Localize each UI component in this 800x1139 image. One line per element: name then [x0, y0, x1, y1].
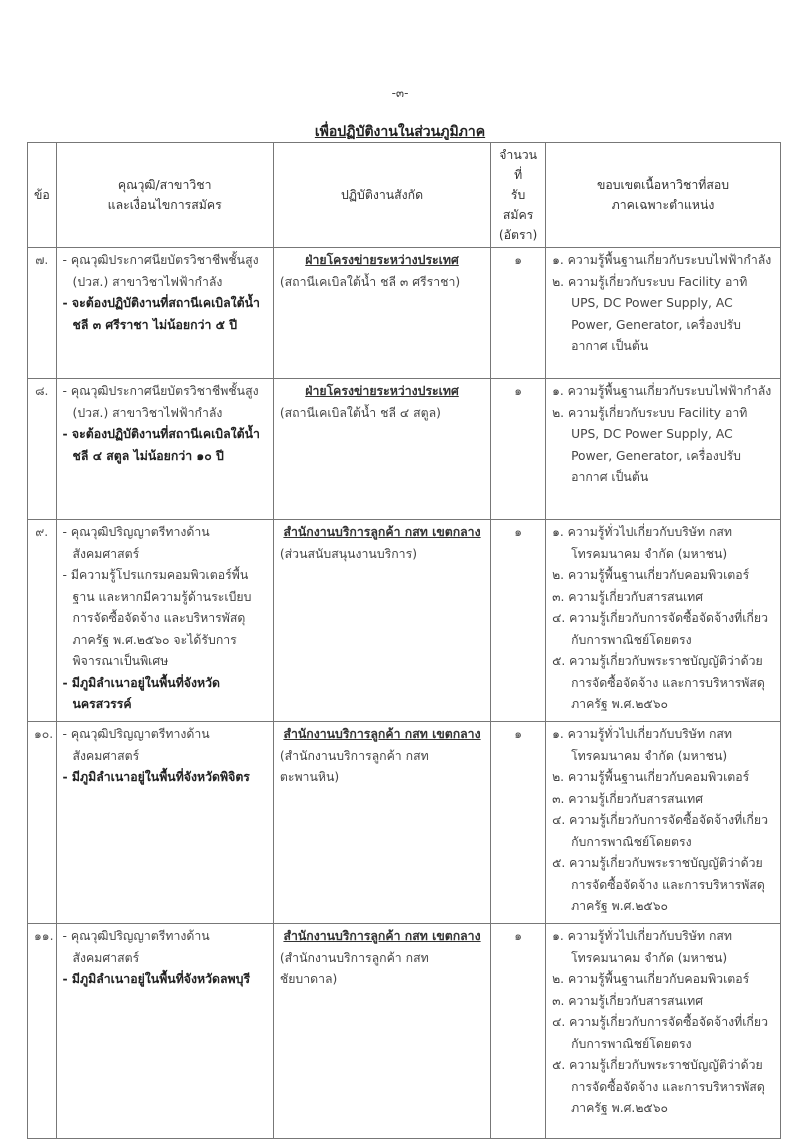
- exam-scope-item: ๑. ความรู้ทั่วไปเกี่ยวกับบริษัท กสท โทรคมนาคม จำกัด (มหาชน): [552, 727, 733, 763]
- unit-subunit: (ส่วนสนับสนุนงานบริการ): [279, 546, 417, 561]
- table-header-row: [28, 143, 781, 248]
- qualification-condition: - มีภูมิลำเนาอยู่ในพื้นที่จังหวัดนครสวรรค์: [62, 675, 221, 711]
- unit-subunit: (สถานีเคเบิลใต้น้ำ ชลี ๔ สตูล): [279, 405, 441, 420]
- table-row: [28, 379, 781, 520]
- exam-scope-cell: [546, 722, 781, 924]
- exam-scope-item: ๒. ความรู้เกี่ยวกับระบบ Facility อาทิ UPS, DC Power Supply, AC Power, Generator, เครื่องปรับอากาศ เป็นต้น: [552, 405, 748, 484]
- exam-scope-item: ๒. ความรู้พื้นฐานเกี่ยวกับคอมพิวเตอร์: [552, 770, 750, 784]
- qualification-cell: [56, 924, 273, 1139]
- qualification-condition: - มีภูมิลำเนาอยู่ในพื้นที่จังหวัดพิจิตร: [62, 770, 250, 784]
- exam-scope-item: ๑. ความรู้พื้นฐานเกี่ยวกับระบบไฟฟ้ากำลัง: [552, 253, 772, 267]
- exam-scope-item: ๕. ความรู้เกี่ยวกับพระราชบัญญัติว่าด้วยการจัดซื้อจัดจ้าง และการบริหารพัสดุภาครัฐ พ.ศ.๒๕๖๐: [552, 654, 765, 711]
- exam-scope-item: ๕. ความรู้เกี่ยวกับพระราชบัญญัติว่าด้วยการจัดซื้อจัดจ้าง และการบริหารพัสดุภาครัฐ พ.ศ.๒๕๖๐: [552, 856, 765, 913]
- row-number: ๘.: [28, 379, 57, 520]
- qualification-cell: [56, 722, 273, 924]
- header-no: [28, 143, 57, 248]
- exam-scope-item: ๑. ความรู้พื้นฐานเกี่ยวกับระบบไฟฟ้ากำลัง: [552, 384, 772, 398]
- exam-scope-item: ๔. ความรู้เกี่ยวกับการจัดซื้อจัดจ้างที่เกี่ยวกับการพาณิชย์โดยตรง: [552, 1015, 768, 1051]
- row-number: ๙.: [28, 520, 57, 722]
- unit-subunit: (สำนักงานบริการลูกค้า กสท ชัยบาดาล): [279, 950, 429, 986]
- unit-name: ฝ่ายโครงข่ายระหว่างประเทศ: [305, 253, 459, 267]
- qualification-item: - คุณวุฒิปริญญาตรีทางด้านสังคมศาสตร์: [62, 525, 210, 561]
- header-count-line3: (อัตรา): [498, 228, 538, 242]
- exam-scope-item: ๓. ความรู้เกี่ยวกับสารสนเทศ: [552, 993, 704, 1008]
- position-count: ๑: [491, 248, 546, 379]
- position-count: ๑: [491, 520, 546, 722]
- exam-scope-item: ๔. ความรู้เกี่ยวกับการจัดซื้อจัดจ้างที่เกี่ยวกับการพาณิชย์โดยตรง: [552, 813, 768, 849]
- qualification-condition: - จะต้องปฏิบัติงานที่สถานีเคเบิลใต้น้ำชลี ๔ สตูล ไม่น้อยกว่า ๑๐ ปี: [62, 427, 260, 463]
- unit-subunit: (สำนักงานบริการลูกค้า กสท ตะพานหิน): [279, 748, 429, 784]
- qualification-cell: [56, 379, 273, 520]
- exam-scope-cell: [546, 924, 781, 1139]
- exam-scope-item: ๒. ความรู้เกี่ยวกับระบบ Facility อาทิ UPS, DC Power Supply, AC Power, Generator, เครื่องปรับอากาศ เป็นต้น: [552, 274, 748, 353]
- position-count: ๑: [491, 722, 546, 924]
- unit-cell: [273, 379, 490, 520]
- table-row: [28, 924, 781, 1139]
- row-number: ๑๑.: [28, 924, 57, 1139]
- unit-cell: [273, 248, 490, 379]
- qualification-item: - คุณวุฒิปริญญาตรีทางด้านสังคมศาสตร์: [62, 929, 210, 965]
- exam-scope-item: ๒. ความรู้พื้นฐานเกี่ยวกับคอมพิวเตอร์: [552, 568, 750, 582]
- qualification-condition: - มีภูมิลำเนาอยู่ในพื้นที่จังหวัดลพบุรี: [62, 972, 251, 986]
- unit-subunit: (สถานีเคเบิลใต้น้ำ ชลี ๓ ศรีราชา): [279, 274, 461, 289]
- qualification-cell: [56, 520, 273, 722]
- exam-scope-item: ๔. ความรู้เกี่ยวกับการจัดซื้อจัดจ้างที่เกี่ยวกับการพาณิชย์โดยตรง: [552, 611, 768, 647]
- unit-name: สำนักงานบริการลูกค้า กสท เขตกลาง: [283, 727, 481, 741]
- exam-scope-cell: [546, 248, 781, 379]
- exam-scope-cell: [546, 520, 781, 722]
- qualification-item: - มีความรู้โปรแกรมคอมพิวเตอร์พื้นฐาน และหากมีความรู้ด้านระเบียบการจัดซื้อจัดจ้าง และบริหารพัสดุภาครัฐ พ.ศ.๒๕๖๐ จะได้รับการพิจารณาเป็นพิเศษ: [62, 568, 252, 668]
- qualification-item: - คุณวุฒิประกาศนียบัตรวิชาชีพชั้นสูง (ปวส.) สาขาวิชาไฟฟ้ากำลัง: [62, 253, 259, 289]
- exam-scope-item: ๕. ความรู้เกี่ยวกับพระราชบัญญัติว่าด้วยการจัดซื้อจัดจ้าง และการบริหารพัสดุภาครัฐ พ.ศ.๒๕๖๐: [552, 1058, 765, 1115]
- position-count: ๑: [491, 924, 546, 1139]
- qualification-cell: [56, 248, 273, 379]
- header-qualification: [56, 143, 273, 248]
- row-number: ๑๐.: [28, 722, 57, 924]
- header-scope-line2: ภาคเฉพาะตำแหน่ง: [611, 198, 715, 212]
- row-number: ๗.: [28, 248, 57, 379]
- header-count: [491, 143, 546, 248]
- table-row: [28, 722, 781, 924]
- section-title: เพื่อปฏิบัติงานในส่วนภูมิภาค: [314, 124, 486, 140]
- unit-cell: [273, 722, 490, 924]
- header-no-label: ข้อ: [34, 188, 50, 202]
- unit-cell: [273, 924, 490, 1139]
- unit-name: สำนักงานบริการลูกค้า กสท เขตกลาง: [283, 929, 481, 943]
- header-qual-line1: คุณวุฒิ/สาขาวิชา: [117, 178, 212, 192]
- header-count-line2: รับสมัคร: [502, 188, 534, 222]
- exam-scope-cell: [546, 379, 781, 520]
- header-scope-line1: ขอบเขตเนื้อหาวิชาที่สอบ: [596, 178, 730, 192]
- page-number: -๓-: [391, 86, 409, 100]
- header-qual-line2: และเงื่อนไขการสมัคร: [107, 198, 222, 212]
- header-count-line1: จำนวนที่: [499, 148, 538, 182]
- table-row: [28, 248, 781, 379]
- unit-cell: [273, 520, 490, 722]
- qualification-item: - คุณวุฒิปริญญาตรีทางด้านสังคมศาสตร์: [62, 727, 210, 763]
- exam-scope-item: ๑. ความรู้ทั่วไปเกี่ยวกับบริษัท กสท โทรคมนาคม จำกัด (มหาชน): [552, 525, 733, 561]
- qualification-item: - คุณวุฒิประกาศนียบัตรวิชาชีพชั้นสูง (ปวส.) สาขาวิชาไฟฟ้ากำลัง: [62, 384, 259, 420]
- unit-name: สำนักงานบริการลูกค้า กสท เขตกลาง: [283, 525, 481, 539]
- exam-scope-item: ๑. ความรู้ทั่วไปเกี่ยวกับบริษัท กสท โทรคมนาคม จำกัด (มหาชน): [552, 929, 733, 965]
- qualification-condition: - จะต้องปฏิบัติงานที่สถานีเคเบิลใต้น้ำชลี ๓ ศรีราชา ไม่น้อยกว่า ๕ ปี: [62, 296, 260, 332]
- header-unit-label: ปฏิบัติงานสังกัด: [340, 188, 424, 202]
- table-body: [28, 248, 781, 1139]
- exam-scope-item: ๓. ความรู้เกี่ยวกับสารสนเทศ: [552, 791, 704, 806]
- unit-name: ฝ่ายโครงข่ายระหว่างประเทศ: [305, 384, 459, 398]
- exam-scope-item: ๓. ความรู้เกี่ยวกับสารสนเทศ: [552, 589, 704, 604]
- table-row: [28, 520, 781, 722]
- header-unit: [273, 143, 490, 248]
- position-count: ๑: [491, 379, 546, 520]
- positions-table: [27, 142, 781, 1139]
- exam-scope-item: ๒. ความรู้พื้นฐานเกี่ยวกับคอมพิวเตอร์: [552, 972, 750, 986]
- header-scope: [546, 143, 781, 248]
